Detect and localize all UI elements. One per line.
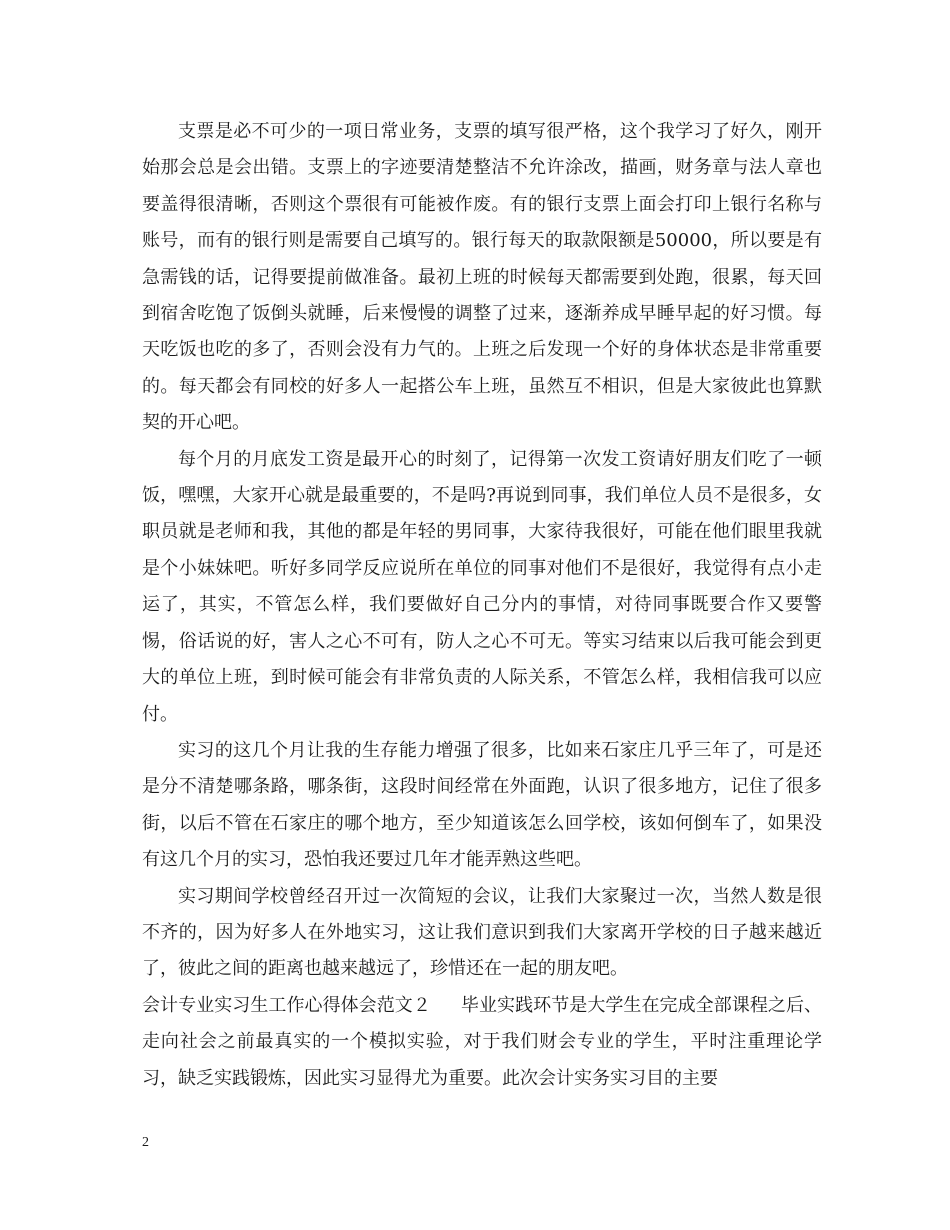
page-number: 2 (142, 1135, 149, 1150)
paragraph-checks: 支票是必不可少的一项日常业务，支票的填写很严格，这个我学习了好久，刚开始那会总是会出错。支票上的字迹要清楚整洁不允许涂改，描画，财务章与法人章也要盖得很清晰，否则这个票很有可能被作废。有的银行支票上面会打印上银行名称与账号，而有的银行则是需要自己填写的。银行每天的取款限额是50000，所以要是有急需钱的话，记得要提前做准备。最初上班的时候每天都需要到处跑，很累，每天回到宿舍吃饱了饭倒头就睡，后来慢慢的调整了过来，逐渐养成早睡早起的好习惯。每天吃饭也吃的多了，否则会没有力气的。上班之后发现一个好的身体状态是非常重要的。每天都会有同校的好多人一起搭公车上班，虽然互不相识，但是大家彼此也算默契的开心吧。 (142, 121, 822, 434)
paragraph-school-meeting: 实习期间学校曾经召开过一次简短的会议，让我们大家聚过一次，当然人数是很不齐的，因为好多人在外地实习，这让我们意识到我们大家离开学校的日子越来越近了，彼此之间的距离也越来越远了，珍惜还在一起的朋友吧。 (142, 885, 822, 980)
section-text: 毕业实践环节是大学生在完成全部课程之后、走向社会之前最真实的一个模拟实验，对于我们财会专业的学生，平时注重理论学习，缺乏实践锻炼，因此实习显得尤为重要。此次会计实务实习目的主要 (142, 994, 823, 1089)
section-heading: 会计专业实习生工作心得体会范文２ (142, 994, 431, 1016)
document-body (142, 114, 822, 1097)
paragraph-section-2 (142, 988, 822, 1097)
paragraph-survival-skills: 实习的这几个月让我的生存能力增强了很多，比如来石家庄几乎三年了，可是还是分不清楚哪条路，哪条街，这段时间经常在外面跑，认识了很多地方，记住了很多街，以后不管在石家庄的哪个地方，至少知道该怎么回学校，该如何倒车了，如果没有这几个月的实习，恐怕我还要过几年才能弄熟这些吧。 (142, 739, 822, 871)
paragraph-salary-colleagues: 每个月的月底发工资是最开心的时刻了，记得第一次发工资请好朋友们吃了一顿饭，嘿嘿，大家开心就是最重要的，不是吗?再说到同事，我们单位人员不是很多，女职员就是老师和我，其他的都是年轻的男同事，大家待我很好，可能在他们眼里我就是个小妹妹吧。听好多同学反应说所在单位的同事对他们不是很好，我觉得有点小走运了，其实，不管怎么样，我们要做好自己分内的事情，对待同事既要合作又要警惕，俗话说的好，害人之心不可有，防人之心不可无。等实习结束以后我可能会到更大的单位上班，到时候可能会有非常负责的人际关系，不管怎么样，我相信我可以应付。 (142, 448, 822, 725)
